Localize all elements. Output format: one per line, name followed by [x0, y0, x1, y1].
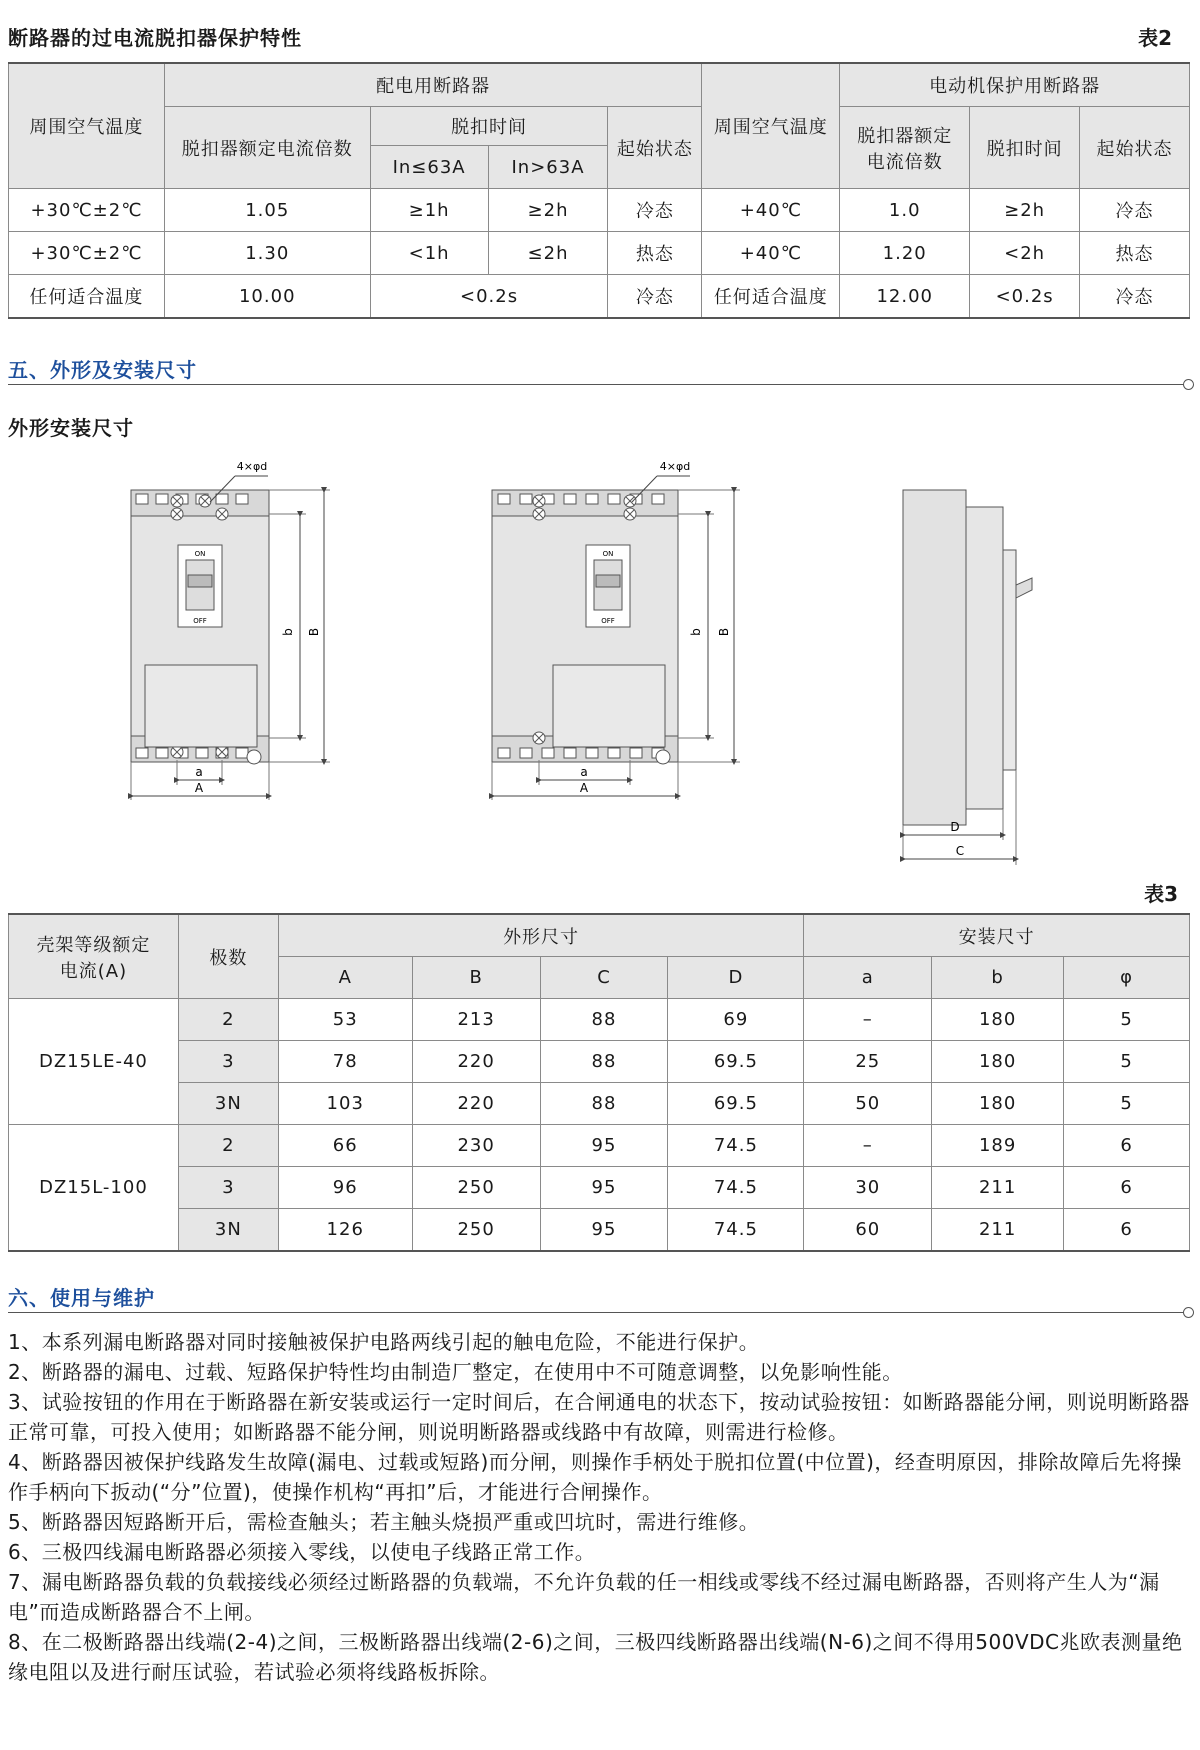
cell: 冷态	[608, 189, 702, 232]
t3-h-frame: 壳架等级额定电流(A)	[9, 914, 179, 999]
cell: 冷态	[1080, 189, 1190, 232]
cell: 60	[804, 1209, 932, 1252]
dim-A: A	[579, 781, 589, 795]
cell: <0.2s	[970, 275, 1080, 319]
cell: 74.5	[668, 1209, 804, 1252]
t2-h-time: 脱扣时间	[370, 107, 608, 146]
section5-heading	[8, 354, 1188, 385]
cell: 50	[804, 1083, 932, 1125]
table2	[8, 62, 1190, 319]
cell: 53	[278, 999, 412, 1041]
cell: +40℃	[702, 232, 840, 275]
t3-col-D: D	[668, 957, 804, 999]
front-view-drawing-1	[131, 460, 330, 800]
cell: 96	[278, 1167, 412, 1209]
dim-a: a	[195, 765, 203, 779]
on-label: ON	[602, 550, 614, 558]
cell: <2h	[970, 232, 1080, 275]
table-row	[9, 1083, 1190, 1125]
cell: 211	[932, 1209, 1064, 1252]
t2-h-temp2: 周围空气温度	[702, 63, 840, 189]
cell: 74.5	[668, 1125, 804, 1167]
cell: –	[804, 999, 932, 1041]
cell: 180	[932, 1041, 1064, 1083]
t3-h-poles: 极数	[178, 914, 278, 999]
dim-B: B	[307, 627, 321, 637]
cell: ≥1h	[370, 189, 488, 232]
t2-h-gt63: In>63A	[488, 146, 608, 189]
cell: 230	[412, 1125, 540, 1167]
cell: 220	[412, 1041, 540, 1083]
note-item: 5、断路器因短路断开后，需检查触头；若主触头烧损严重或凹坑时，需进行维修。	[8, 1510, 760, 1534]
cell: 69	[668, 999, 804, 1041]
cell: 任何适合温度	[9, 275, 165, 319]
cell: +40℃	[702, 189, 840, 232]
cell: 211	[932, 1167, 1064, 1209]
t2-h-dist: 配电用断路器	[164, 63, 702, 107]
cell: 1.05	[164, 189, 370, 232]
dim-B: B	[717, 627, 731, 637]
table-row	[9, 1209, 1190, 1252]
front-view-drawing-2	[492, 460, 740, 800]
off-label: OFF	[601, 617, 615, 625]
cell: 冷态	[608, 275, 702, 319]
cell: 25	[804, 1041, 932, 1083]
note-item: 7、漏电断路器负载的负载接线必须经过断路器的负载端，不允许负载的任一相线或零线不经过漏电断路器，否则将产生人为“漏电”而造成断路器合不上闸。	[8, 1570, 1160, 1624]
cell: 3	[178, 1167, 278, 1209]
heading-rule-dot	[1183, 379, 1194, 390]
t3-col-b: b	[932, 957, 1064, 999]
t2-h-time2: 脱扣时间	[970, 107, 1080, 189]
cell: 250	[412, 1167, 540, 1209]
cell: 78	[278, 1041, 412, 1083]
t2-h-mult: 脱扣器额定电流倍数	[164, 107, 370, 189]
t2-h-state2: 起始状态	[1080, 107, 1190, 189]
table2-title-row	[8, 22, 1180, 52]
t3-col-a: a	[804, 957, 932, 999]
table-row	[9, 232, 1190, 275]
cell: 95	[540, 1209, 668, 1252]
cell: 95	[540, 1167, 668, 1209]
cell: ≤2h	[488, 232, 608, 275]
outline-drawings	[0, 440, 1200, 880]
note-item: 1、本系列漏电断路器对同时接触被保护电路两线引起的触电危险，不能进行保护。	[8, 1330, 760, 1354]
t3-h-outline: 外形尺寸	[278, 914, 804, 957]
cell: 3N	[178, 1209, 278, 1252]
section5-subtitle: 外形安装尺寸	[8, 416, 134, 440]
cell: +30℃±2℃	[9, 232, 165, 275]
note-item: 3、试验按钮的作用在于断路器在新安装或运行一定时间后，在合闸通电的状态下，按动试验按钮：如断路器能分闸，则说明断路器正常可靠，可投入使用；如断路器不能分闸，则说明断路器或线路中有故障，则需进行检修。	[8, 1390, 1190, 1444]
table2-title: 断路器的过电流脱扣器保护特性	[8, 26, 302, 50]
cell: 74.5	[668, 1167, 804, 1209]
cell: 220	[412, 1083, 540, 1125]
table-row	[9, 999, 1190, 1041]
cell: ≥2h	[970, 189, 1080, 232]
t2-h-mult2: 脱扣器额定电流倍数	[840, 107, 970, 189]
cell: 1.0	[840, 189, 970, 232]
cell: 126	[278, 1209, 412, 1252]
cell: 任何适合温度	[702, 275, 840, 319]
t2-h-le63: In≤63A	[370, 146, 488, 189]
t3-col-A: A	[278, 957, 412, 999]
dim-b: b	[281, 628, 295, 636]
cell: 3N	[178, 1083, 278, 1125]
t2-h-motor: 电动机保护用断路器	[840, 63, 1190, 107]
cell: 69.5	[668, 1083, 804, 1125]
cell: 88	[540, 1083, 668, 1125]
cell: ≥2h	[488, 189, 608, 232]
model-cell: DZ15LE-40	[9, 999, 179, 1125]
t2-h-state: 起始状态	[608, 107, 702, 189]
cell: 88	[540, 999, 668, 1041]
note-item: 2、断路器的漏电、过载、短路保护特性均由制造厂整定，在使用中不可随意调整，以免影响性能。	[8, 1360, 903, 1384]
cell: 冷态	[1080, 275, 1190, 319]
cell: –	[804, 1125, 932, 1167]
off-label: OFF	[193, 617, 207, 625]
cell: 180	[932, 1083, 1064, 1125]
note-item: 6、三极四线漏电断路器必须接入零线，以使电子线路正常工作。	[8, 1540, 596, 1564]
dim-a: a	[580, 765, 588, 779]
side-view-drawing	[903, 490, 1032, 865]
cell: 1.30	[164, 232, 370, 275]
cell: <1h	[370, 232, 488, 275]
dim-C: C	[955, 844, 965, 858]
table3	[8, 913, 1190, 1252]
cell: 热态	[608, 232, 702, 275]
cell: 88	[540, 1041, 668, 1083]
cell: 95	[540, 1125, 668, 1167]
section6-heading	[8, 1282, 1188, 1313]
cell: 6	[1064, 1167, 1190, 1209]
table-row	[9, 1125, 1190, 1167]
t3-h-mount: 安装尺寸	[804, 914, 1190, 957]
cell: 6	[1064, 1125, 1190, 1167]
cell: 1.20	[840, 232, 970, 275]
cell: 5	[1064, 999, 1190, 1041]
table2-number: 表2	[1138, 26, 1172, 50]
cell: 69.5	[668, 1041, 804, 1083]
cell: 2	[178, 1125, 278, 1167]
cell: 5	[1064, 1083, 1190, 1125]
cell: 189	[932, 1125, 1064, 1167]
on-label: ON	[194, 550, 206, 558]
note-item: 4、断路器因被保护线路发生故障(漏电、过载或短路)而分闸，则操作手柄处于脱扣位置(中位置)，经查明原因，排除故障后先将操作手柄向下扳动(“分”位置)，使操作机构“再扣”后，才能进行合闸操作。	[8, 1450, 1182, 1504]
cell: 12.00	[840, 275, 970, 319]
cell: 180	[932, 999, 1064, 1041]
t3-col-C: C	[540, 957, 668, 999]
table-row	[9, 1041, 1190, 1083]
cell: 66	[278, 1125, 412, 1167]
dim-A: A	[194, 781, 204, 795]
cell: 10.00	[164, 275, 370, 319]
section6-title: 六、使用与维护	[8, 1286, 155, 1310]
note-item: 8、在二极断路器出线端(2-4)之间，三极断路器出线端(2-6)之间，三极四线断路器出线端(N-6)之间不得用500VDC兆欧表测量绝缘电阻以及进行耐压试验，若试验必须将线路板拆除。	[8, 1630, 1183, 1684]
maintenance-notes	[8, 1327, 1190, 1687]
cell: 2	[178, 999, 278, 1041]
t2-h-temp: 周围空气温度	[9, 63, 165, 189]
hole-label: 4×φd	[659, 460, 691, 473]
hole-label: 4×φd	[236, 460, 268, 473]
heading-rule-dot	[1183, 1307, 1194, 1318]
table-row	[9, 189, 1190, 232]
cell: 30	[804, 1167, 932, 1209]
cell: 3	[178, 1041, 278, 1083]
table-row	[9, 275, 1190, 319]
section5-title: 五、外形及安装尺寸	[8, 358, 197, 382]
model-cell: DZ15L-100	[9, 1125, 179, 1252]
dim-b: b	[689, 628, 703, 636]
cell: <0.2s	[370, 275, 608, 319]
t3-col-phi: φ	[1064, 957, 1190, 999]
cell: 热态	[1080, 232, 1190, 275]
cell: 213	[412, 999, 540, 1041]
cell: 103	[278, 1083, 412, 1125]
table3-number: 表3	[1144, 882, 1178, 906]
dim-D: D	[950, 820, 960, 834]
cell: 5	[1064, 1041, 1190, 1083]
cell: 250	[412, 1209, 540, 1252]
t3-col-B: B	[412, 957, 540, 999]
cell: +30℃±2℃	[9, 189, 165, 232]
table-row	[9, 1167, 1190, 1209]
cell: 6	[1064, 1209, 1190, 1252]
